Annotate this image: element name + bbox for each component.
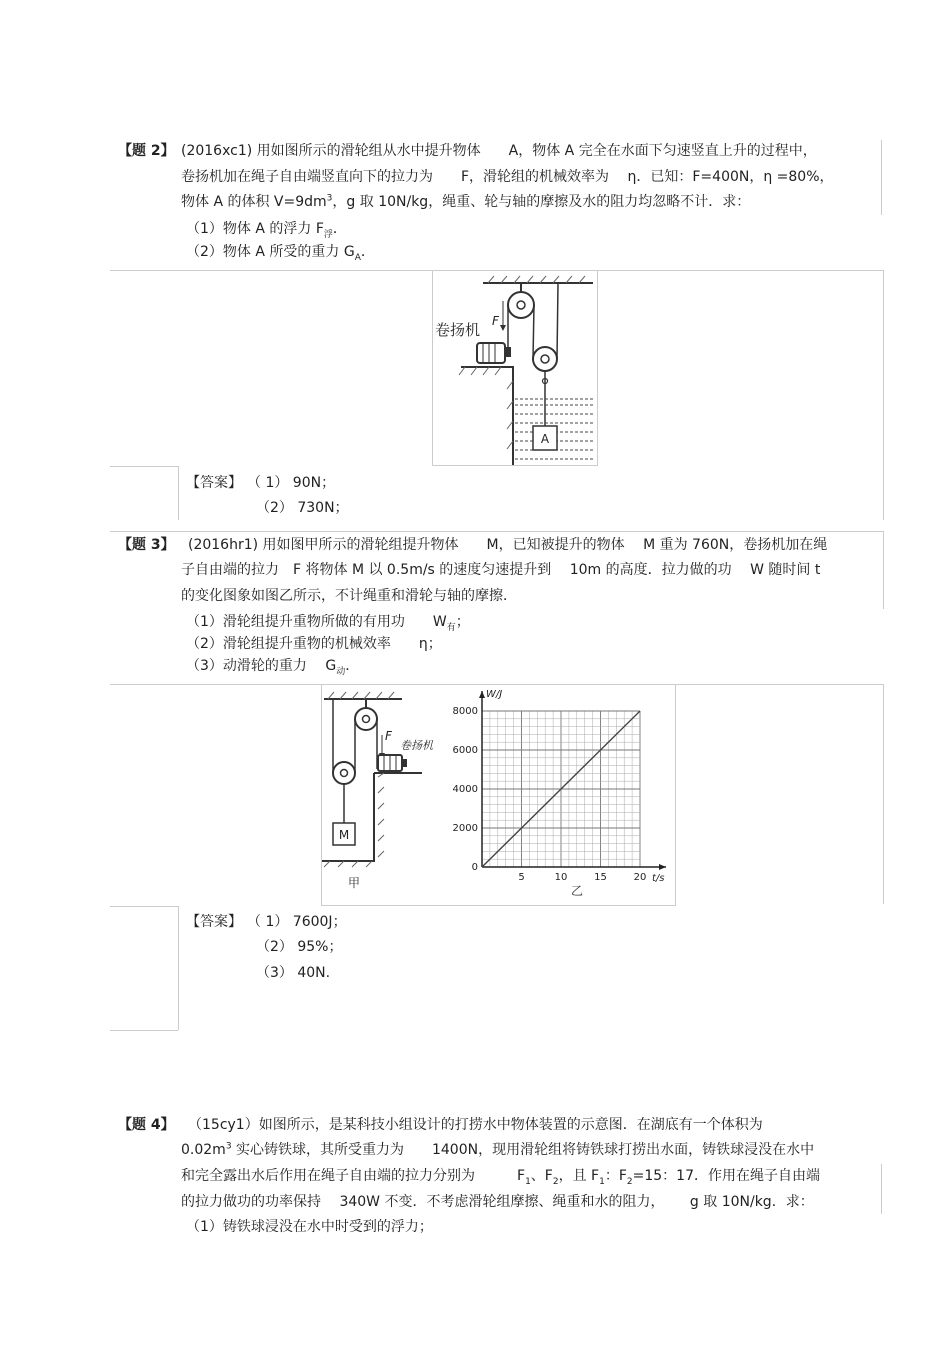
divider	[110, 684, 322, 685]
x-axis-arrow	[659, 864, 666, 870]
pulley-figure-a	[432, 270, 598, 466]
answer-item: （ 1） 90N；	[247, 475, 336, 491]
divider	[110, 466, 178, 467]
question-tag: 【题 4】	[118, 1117, 175, 1133]
divider	[883, 684, 884, 904]
force-label: F	[385, 729, 392, 743]
answer-item: （ 1） 7600J；	[247, 914, 347, 930]
y-axis-label: W/J	[486, 689, 503, 700]
y-tick-label: 4000	[452, 784, 478, 795]
x-tick-label: 10	[554, 872, 568, 883]
y-tick-label: 0	[471, 862, 478, 873]
figure-q3	[321, 684, 676, 906]
y-tick-label: 6000	[452, 745, 478, 756]
y-axis-arrow	[479, 691, 485, 698]
figure-caption: 乙	[571, 884, 584, 898]
question-text: (2016hr1) 用如图甲所示的滑轮组提升物体 M，已知被提升的物体 M 重为 760N，卷扬机加在绳	[188, 537, 828, 553]
x-axis-label: t/s	[652, 873, 665, 884]
divider	[674, 684, 883, 685]
answer-item: （3） 40N.	[256, 965, 331, 981]
question-text: 的变化图象如图乙所示，不计绳重和滑轮与轴的摩擦．	[181, 588, 517, 604]
divider	[883, 270, 884, 520]
sub-question: （2）滑轮组提升重物的机械效率 η；	[186, 636, 442, 652]
question-text: （15cy1）如图所示，是某科技小组设计的打捞水中物体装置的示意图．在湖底有一个体积为	[188, 1117, 763, 1133]
force-label: F	[492, 314, 499, 328]
question-text: $0.02m^3$ 实心铸铁球，其所受重力为 1400N，现用滑轮组将铸铁球打捞出水面，铸铁球浸没在水中	[181, 1141, 815, 1158]
winch-label: 卷扬机	[435, 321, 481, 339]
question-text: 卷扬机加在绳子自由端竖直向下的拉力为 F，滑轮组的机械效率为 η．已知：F=400N，η =80%，	[181, 169, 834, 185]
answer-label: 【答案】	[186, 914, 242, 930]
divider	[881, 1164, 882, 1214]
x-tick-label: 5	[518, 872, 525, 883]
sub-question: （1）铸铁球浸没在水中时受到的浮力；	[186, 1219, 433, 1235]
question-text: (2016xc1) 用如图所示的滑轮组从水中提升物体 A，物体 A 完全在水面下匀速竖直上升的过程中，	[181, 143, 817, 159]
sub-question: （1）滑轮组提升重物所做的有用功 $W_有$；	[186, 614, 470, 633]
work-time-chart	[453, 689, 666, 884]
y-tick-label: 8000	[452, 706, 478, 717]
question-tag: 【题 2】	[118, 143, 175, 159]
sub-question: （1）物体 A 的浮力 $F_浮$．	[186, 221, 347, 240]
sub-question: （2）物体 A 所受的重力 $G_A$．	[186, 244, 375, 263]
divider	[178, 906, 179, 1030]
answer-item: （2） 95%；	[256, 939, 343, 955]
divider	[596, 270, 883, 271]
question-text: 物体 A 的体积 $V=9dm^3$，g 取 10N/kg，绳重、轮与轴的摩擦及水的阻力均忽略不计．求：	[181, 193, 751, 210]
object-label: A	[540, 432, 550, 446]
winch-label: 卷扬机	[400, 739, 433, 752]
divider	[110, 531, 883, 532]
pulley-figure-m	[322, 692, 434, 890]
divider	[178, 466, 179, 520]
y-tick-label: 2000	[452, 823, 478, 834]
question-text: 和完全露出水后作用在绳子自由端的拉力分别为 $F_1$、$F_2$，且 $F_1$：$F_2=15$：17．作用在绳子自由端	[181, 1168, 820, 1187]
question-tag: 【题 3】	[118, 537, 175, 553]
sub-question: （3）动滑轮的重力 $G_动$．	[186, 658, 360, 677]
object-label: M	[338, 828, 350, 842]
divider	[110, 270, 433, 271]
x-tick-label: 15	[594, 872, 607, 883]
question-text: 子自由端的拉力 F 将物体 M 以 0.5m/s 的速度匀速提升到 10m 的高度．拉力做的功 W 随时间 t	[181, 562, 821, 578]
divider	[881, 140, 882, 215]
answer-label: 【答案】	[186, 475, 242, 491]
divider	[883, 531, 884, 609]
question-text: 的拉力做功的功率保持 340W 不变．不考虑滑轮组摩擦、绳重和水的阻力， g 取 10N/kg．求：	[181, 1194, 814, 1210]
x-tick-label: 20	[633, 872, 647, 883]
divider	[110, 906, 178, 907]
figure-caption: 甲	[348, 876, 361, 890]
divider	[110, 1030, 178, 1031]
answer-item: （2） 730N；	[256, 500, 349, 516]
